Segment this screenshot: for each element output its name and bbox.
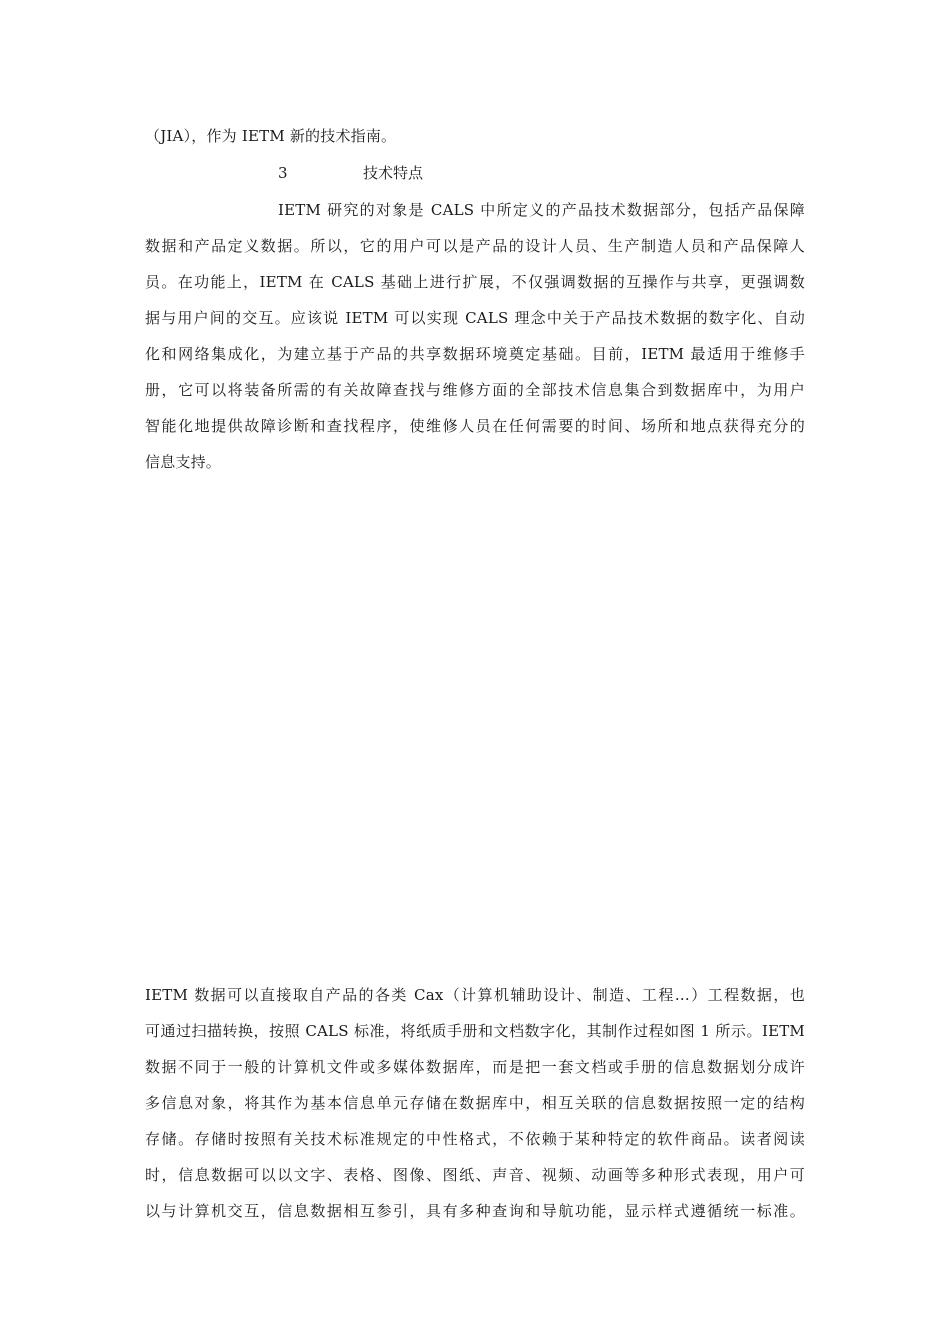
paragraph-line: IETM 研究的对象是 CALS 中所定义的产品技术数据部分，包括产品保障 (278, 201, 805, 219)
paragraph-line: 册，它可以将装备所需的有关故障查找与维修方面的全部技术信息集合到数据库中，为用户 (145, 381, 805, 399)
paragraph-line: 智能化地提供故障诊断和查找程序，使维修人员在任何需要的时间、场所和地点获得充分的 (145, 417, 805, 435)
paragraph-line: 据与用户间的交互。应该说 IETM 可以实现 CALS 理念中关于产品技术数据的数字化、自动 (145, 309, 805, 327)
paragraph-line: 可通过扫描转换，按照 CALS 标准，将纸质手册和文档数字化，其制作过程如图 1 所示。IETM (145, 1022, 805, 1040)
intro-line: （JIA），作为 IETM 新的技术指南。 (145, 127, 397, 145)
section-title: 技术特点 (363, 164, 424, 182)
paragraph-line: 员。在功能上，IETM 在 CALS 基础上进行扩展，不仅强调数据的互操作与共享，更强调数 (145, 273, 805, 291)
paragraph-line: 以与计算机交互，信息数据相互参引，具有多种查询和导航功能，显示样式遵循统一标准。 (145, 1202, 805, 1220)
paragraph-line: 数据和产品定义数据。所以，它的用户可以是产品的设计人员、生产制造人员和产品保障人 (145, 237, 805, 255)
paragraph-line: IETM 数据可以直接取自产品的各类 Cax（计算机辅助设计、制造、工程…）工程数据，也 (145, 986, 805, 1004)
paragraph-line: 时，信息数据可以以文字、表格、图像、图纸、声音、视频、动画等多种形式表现，用户可 (145, 1166, 805, 1184)
paragraph-line: 化和网络集成化，为建立基于产品的共享数据环境奠定基础。目前，IETM 最适用于维修手 (145, 345, 805, 363)
paragraph-line: 信息支持。 (145, 453, 222, 471)
paragraph-line: 数据不同于一般的计算机文件或多媒体数据库，而是把一套文档或手册的信息数据划分成许 (145, 1058, 805, 1076)
paragraph-line: 存储。存储时按照有关技术标准规定的中性格式，不依赖于某种特定的软件商品。读者阅读 (145, 1130, 805, 1148)
paragraph-line: 多信息对象，将其作为基本信息单元存储在数据库中，相互关联的信息数据按照一定的结构 (145, 1094, 805, 1112)
section-number: 3 (278, 164, 288, 182)
